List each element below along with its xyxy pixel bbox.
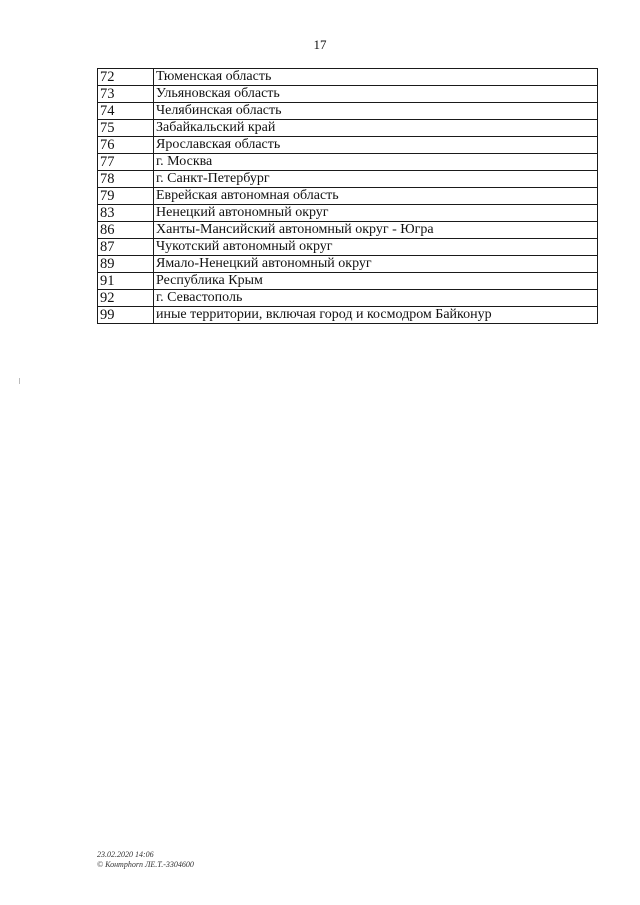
region-rows (98, 69, 598, 324)
region-name: Тюменская область (154, 69, 598, 86)
region-codes-table (97, 68, 598, 324)
table-row (98, 171, 598, 188)
region-code: 89 (98, 256, 154, 273)
footer-registration: © Контрhorn ЛЕ.Т.-3304600 (97, 860, 194, 869)
region-code: 72 (98, 69, 154, 86)
table-row (98, 103, 598, 120)
region-name: Чукотский автономный округ (154, 239, 598, 256)
region-code: 76 (98, 137, 154, 154)
table-row (98, 290, 598, 307)
table-row (98, 273, 598, 290)
region-code: 87 (98, 239, 154, 256)
region-name: Забайкальский край (154, 120, 598, 137)
footer-timestamp: 23.02.2020 14:06 (97, 850, 154, 859)
region-name: иные территории, включая город и космодром Байконур (154, 307, 598, 324)
region-name: г. Москва (154, 154, 598, 171)
region-code: 86 (98, 222, 154, 239)
region-code: 92 (98, 290, 154, 307)
document-footer (97, 850, 194, 870)
region-code: 79 (98, 188, 154, 205)
region-code: 74 (98, 103, 154, 120)
table-row (98, 86, 598, 103)
region-name: Ямало-Ненецкий автономный округ (154, 256, 598, 273)
table-row (98, 188, 598, 205)
region-code: 77 (98, 154, 154, 171)
region-code: 75 (98, 120, 154, 137)
table-row (98, 222, 598, 239)
region-name: Ярославская область (154, 137, 598, 154)
region-name: Еврейская автономная область (154, 188, 598, 205)
page-number: 17 (313, 37, 327, 52)
region-name: Ненецкий автономный округ (154, 205, 598, 222)
region-code: 99 (98, 307, 154, 324)
region-name: Ханты-Мансийский автономный округ - Югра (154, 222, 598, 239)
region-name: г. Санкт-Петербург (154, 171, 598, 188)
region-name: Республика Крым (154, 273, 598, 290)
region-code: 83 (98, 205, 154, 222)
table-row (98, 154, 598, 171)
region-code: 78 (98, 171, 154, 188)
table-row (98, 256, 598, 273)
region-name: г. Севастополь (154, 290, 598, 307)
region-name: Ульяновская область (154, 86, 598, 103)
table-row (98, 69, 598, 86)
table-row (98, 205, 598, 222)
region-code: 73 (98, 86, 154, 103)
region-name: Челябинская область (154, 103, 598, 120)
table-row (98, 137, 598, 154)
table-row (98, 307, 598, 324)
region-code: 91 (98, 273, 154, 290)
scan-mark (19, 378, 20, 384)
table-row (98, 120, 598, 137)
table-row (98, 239, 598, 256)
